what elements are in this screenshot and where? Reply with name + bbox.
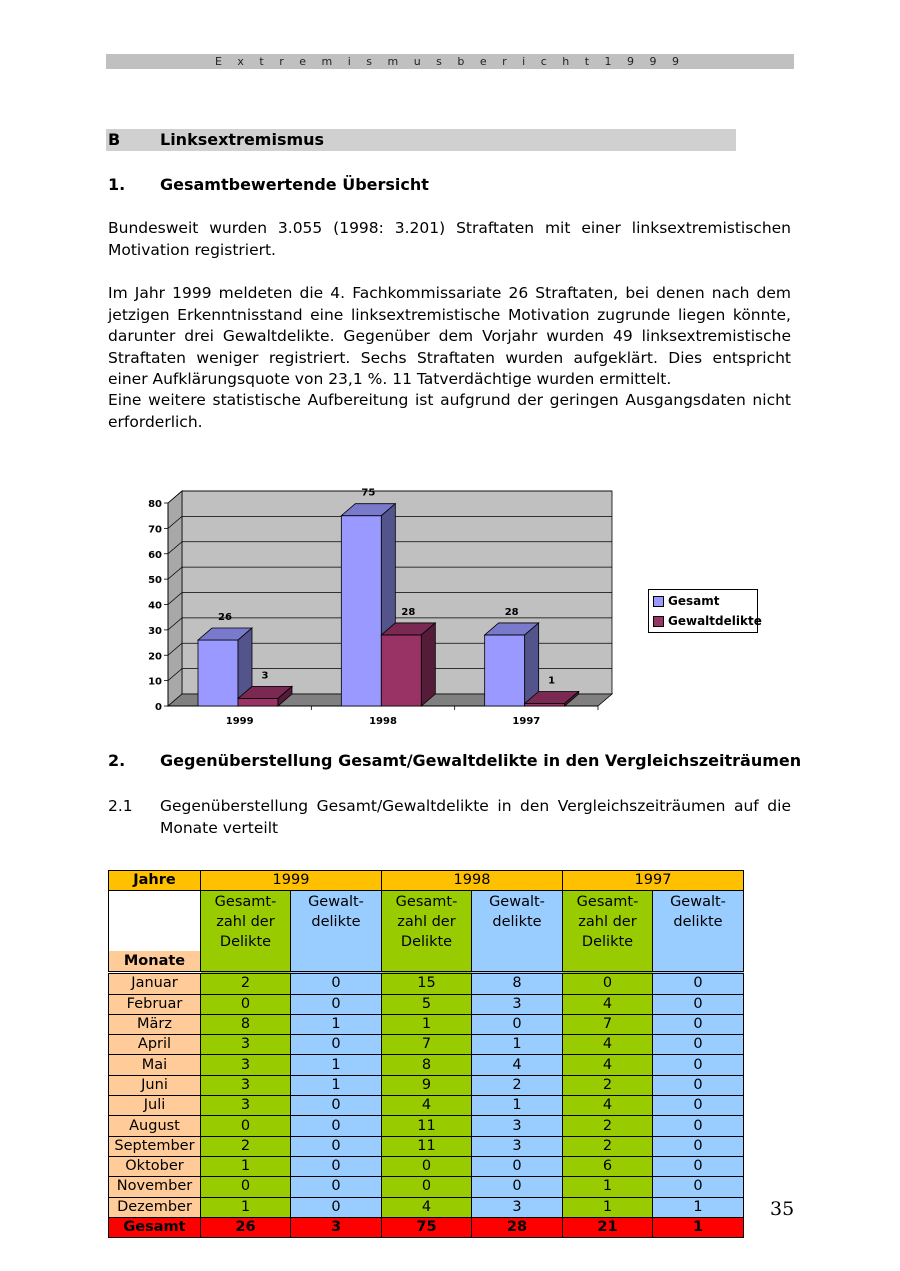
value-cell: 0 (653, 1014, 744, 1034)
total-value: 21 (563, 1217, 653, 1237)
table-row (109, 1116, 744, 1136)
table-row (109, 1136, 744, 1156)
value-cell: 0 (291, 1156, 382, 1176)
value-cell: 1 (653, 1197, 744, 1217)
month-cell: Oktober (109, 1156, 201, 1176)
value-cell: 2 (563, 1075, 653, 1095)
total-value: 1 (653, 1217, 744, 1237)
table-column-header-row (109, 891, 744, 973)
x-tick-label: 1997 (512, 716, 541, 727)
table-row (109, 994, 744, 1014)
months-label: Monate (109, 951, 200, 971)
value-cell: 0 (291, 1035, 382, 1055)
header-line: Gesamt- (576, 894, 639, 911)
value-cell: 9 (382, 1075, 472, 1095)
header-line: delikte (673, 914, 723, 931)
header-line: Gesamt- (395, 894, 458, 911)
value-cell: 2 (472, 1075, 563, 1095)
value-cell: 0 (653, 1116, 744, 1136)
value-cell: 4 (382, 1096, 472, 1116)
value-cell: 3 (201, 1075, 291, 1095)
value-cell: 0 (291, 994, 382, 1014)
value-cell: 0 (291, 1116, 382, 1136)
table-row (109, 1055, 744, 1075)
section-header (106, 129, 736, 151)
subheading-2-1 (108, 796, 791, 839)
column-header-total (382, 891, 472, 973)
section-letter: B (108, 130, 121, 149)
bar-gesamt (341, 516, 381, 706)
value-cell: 2 (201, 973, 291, 994)
header-line: zahl der (216, 914, 275, 931)
data-label: 26 (218, 612, 232, 624)
table-row (109, 973, 744, 994)
header-line: Delikte (400, 934, 453, 951)
legend-label-gesamt: Gesamt (668, 594, 720, 608)
column-header-violent (472, 891, 563, 973)
legend-swatch-gewaltdelikte (653, 616, 664, 627)
legend-item-gewaltdelikte (653, 612, 762, 630)
column-header-total (201, 891, 291, 973)
paragraph-3: Eine weitere statistische Aufbereitung ist aufgrund der geringen Ausgangsdaten nicht erforderlich. (108, 391, 791, 431)
value-cell: 0 (472, 1014, 563, 1034)
bar-gewaltdelikte (238, 698, 278, 706)
section-title: Linksextremismus (160, 130, 325, 149)
x-tick-label: 1998 (369, 716, 397, 727)
value-cell: 3 (472, 1197, 563, 1217)
value-cell: 0 (653, 1096, 744, 1116)
table-row (109, 1014, 744, 1034)
y-tick-label: 40 (148, 600, 162, 612)
value-cell: 7 (382, 1035, 472, 1055)
chart-legend (648, 589, 762, 633)
y-tick-label: 50 (148, 575, 162, 587)
y-tick-label: 30 (148, 625, 162, 637)
month-cell: März (109, 1014, 201, 1034)
value-cell: 0 (291, 1136, 382, 1156)
data-label: 28 (401, 606, 416, 618)
month-cell: Februar (109, 994, 201, 1014)
value-cell: 4 (563, 1096, 653, 1116)
header-line: delikte (311, 914, 361, 931)
header-line: Delikte (581, 934, 634, 951)
data-label: 3 (261, 670, 269, 682)
value-cell: 3 (472, 1116, 563, 1136)
y-tick-label: 70 (148, 524, 162, 536)
year-header: 1998 (382, 871, 563, 891)
value-cell: 0 (472, 1156, 563, 1176)
month-cell: August (109, 1116, 201, 1136)
running-header: E x t r e m i s m u s b e r i c h t 1 9 9 9 (106, 54, 794, 69)
total-label: Gesamt (109, 1217, 201, 1237)
heading-1-number: 1. (108, 175, 126, 194)
value-cell: 0 (291, 1197, 382, 1217)
months-label-cell (109, 891, 201, 973)
table-year-row (109, 871, 744, 891)
table-total-row (109, 1217, 744, 1237)
legend-item-gesamt (653, 592, 719, 610)
value-cell: 0 (653, 1136, 744, 1156)
total-value: 3 (291, 1217, 382, 1237)
value-cell: 0 (563, 973, 653, 994)
month-cell: September (109, 1136, 201, 1156)
header-line: Delikte (219, 934, 272, 951)
value-cell: 0 (653, 1055, 744, 1075)
header-line: zahl der (578, 914, 637, 931)
y-tick-label: 80 (148, 499, 162, 510)
table-row (109, 1197, 744, 1217)
value-cell: 2 (563, 1136, 653, 1156)
bar-gesamt (198, 640, 238, 706)
table-row (109, 1035, 744, 1055)
value-cell: 3 (472, 1136, 563, 1156)
heading-2-title: Gegenüberstellung Gesamt/Gewaltdelikte in den Vergleichszeiträumen (160, 751, 802, 770)
value-cell: 0 (291, 1177, 382, 1197)
month-cell: Dezember (109, 1197, 201, 1217)
value-cell: 3 (472, 994, 563, 1014)
column-header-total (563, 891, 653, 973)
value-cell: 11 (382, 1116, 472, 1136)
value-cell: 8 (472, 973, 563, 994)
value-cell: 3 (201, 1096, 291, 1116)
value-cell: 7 (563, 1014, 653, 1034)
value-cell: 4 (382, 1197, 472, 1217)
heading-2-number: 2. (108, 751, 126, 770)
column-header-violent (291, 891, 382, 973)
month-cell: Juni (109, 1075, 201, 1095)
bar-chart (140, 480, 630, 730)
value-cell: 4 (563, 1055, 653, 1075)
header-line: Gewalt- (308, 894, 364, 911)
value-cell: 0 (653, 973, 744, 994)
month-cell: November (109, 1177, 201, 1197)
bar-gesamt (485, 635, 525, 706)
value-cell: 4 (563, 994, 653, 1014)
table-row (109, 1096, 744, 1116)
total-value: 26 (201, 1217, 291, 1237)
data-label: 75 (361, 487, 376, 499)
data-label: 1 (548, 675, 556, 687)
paragraph-2: Im Jahr 1999 meldeten die 4. Fachkommissariate 26 Straftaten, bei denen nach dem jetzigen Erkenntnisstand eine linksextremistische Motivation zugrunde liegen könnte, darunter drei Gewaltdelikte. Gegenüber dem Vorjahr wurden 49 linksextremistische Straftaten weniger registriert. Sechs Straftaten wurden aufgeklärt. Dies entspricht einer Aufklärungsquote von 23,1 %. 11 Tatverdächtige wurden ermittelt. (108, 284, 791, 388)
header-line: Gewalt- (489, 894, 545, 911)
y-tick-label: 60 (148, 549, 162, 561)
value-cell: 1 (291, 1055, 382, 1075)
value-cell: 2 (201, 1136, 291, 1156)
data-label: 28 (504, 606, 519, 618)
y-tick-label: 0 (155, 702, 162, 713)
value-cell: 0 (653, 1177, 744, 1197)
column-header-violent (653, 891, 744, 973)
value-cell: 1 (201, 1156, 291, 1176)
table-row (109, 1156, 744, 1176)
year-header: 1997 (563, 871, 744, 891)
monthly-comparison-table (108, 870, 744, 1238)
table-row (109, 1075, 744, 1095)
subheading-2-1-title: Gegenüberstellung Gesamt/Gewaltdelikte in den Vergleichszeiträumen auf die Monate verteilt (160, 797, 791, 837)
legend-swatch-gesamt (653, 596, 664, 607)
total-value: 75 (382, 1217, 472, 1237)
value-cell: 11 (382, 1136, 472, 1156)
value-cell: 0 (653, 1075, 744, 1095)
value-cell: 8 (201, 1014, 291, 1034)
value-cell: 1 (382, 1014, 472, 1034)
value-cell: 1 (291, 1075, 382, 1095)
value-cell: 0 (201, 994, 291, 1014)
value-cell: 1 (472, 1096, 563, 1116)
value-cell: 1 (291, 1014, 382, 1034)
legend-label-gewaltdelikte: Gewaltdelikte (668, 614, 762, 628)
bar-side-gewaltdelikte (421, 623, 435, 706)
heading-1-title: Gesamtbewertende Übersicht (160, 175, 429, 194)
value-cell: 0 (472, 1177, 563, 1197)
value-cell: 5 (382, 994, 472, 1014)
value-cell: 0 (291, 1096, 382, 1116)
total-value: 28 (472, 1217, 563, 1237)
month-cell: Januar (109, 973, 201, 994)
header-line: Gesamt- (214, 894, 277, 911)
header-line: Gewalt- (670, 894, 726, 911)
y-tick-label: 10 (148, 676, 162, 688)
value-cell: 0 (382, 1177, 472, 1197)
value-cell: 0 (201, 1177, 291, 1197)
value-cell: 3 (201, 1035, 291, 1055)
value-cell: 0 (653, 994, 744, 1014)
value-cell: 15 (382, 973, 472, 994)
value-cell: 2 (563, 1116, 653, 1136)
value-cell: 1 (563, 1197, 653, 1217)
value-cell: 4 (563, 1035, 653, 1055)
years-label: Jahre (109, 871, 201, 891)
value-cell: 1 (201, 1197, 291, 1217)
month-cell: Mai (109, 1055, 201, 1075)
paragraph-1: Bundesweit wurden 3.055 (1998: 3.201) Straftaten mit einer linksextremistischen Motivation registriert. (108, 219, 791, 259)
value-cell: 1 (563, 1177, 653, 1197)
page-number: 35 (770, 1198, 795, 1220)
header-line: zahl der (397, 914, 456, 931)
value-cell: 0 (291, 973, 382, 994)
subheading-2-1-number: 2.1 (108, 797, 133, 815)
value-cell: 0 (653, 1035, 744, 1055)
value-cell: 4 (472, 1055, 563, 1075)
value-cell: 8 (382, 1055, 472, 1075)
value-cell: 6 (563, 1156, 653, 1176)
value-cell: 3 (201, 1055, 291, 1075)
value-cell: 0 (382, 1156, 472, 1176)
y-tick-label: 20 (148, 651, 162, 663)
value-cell: 0 (653, 1156, 744, 1176)
value-cell: 0 (201, 1116, 291, 1136)
table-row (109, 1177, 744, 1197)
month-cell: April (109, 1035, 201, 1055)
month-cell: Juli (109, 1096, 201, 1116)
x-tick-label: 1999 (225, 716, 254, 727)
value-cell: 1 (472, 1035, 563, 1055)
header-line: delikte (492, 914, 542, 931)
bar-gewaltdelikte (381, 635, 421, 706)
year-header: 1999 (201, 871, 382, 891)
